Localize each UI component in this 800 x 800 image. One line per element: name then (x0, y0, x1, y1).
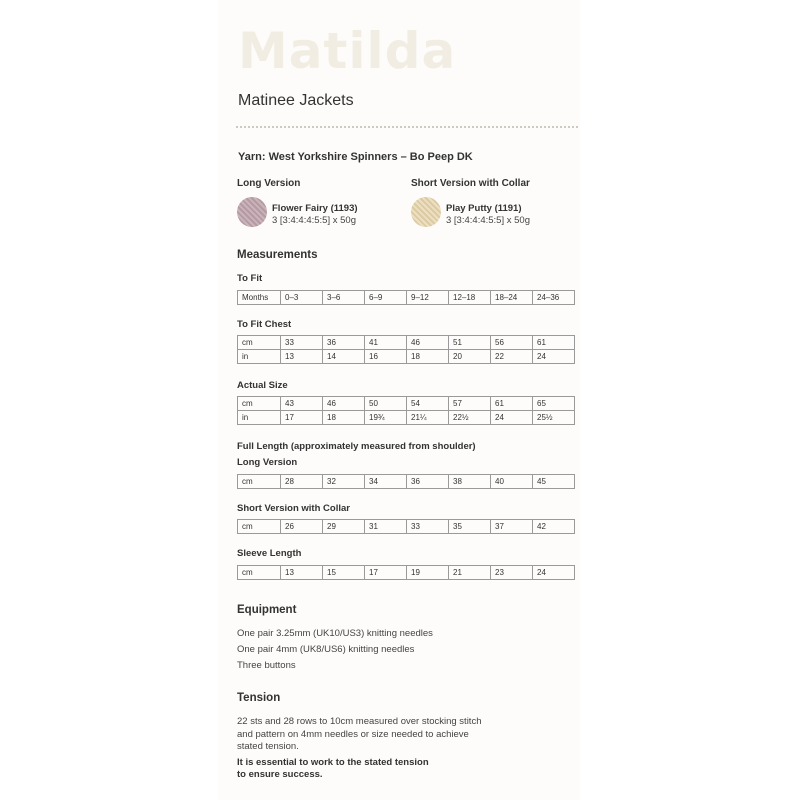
full-length-heading: Full Length (approximately measured from shoulder) (237, 441, 476, 452)
row-label: cm (238, 397, 281, 411)
table-cell: 37 (491, 520, 533, 534)
pattern-title: Matilda (238, 22, 457, 80)
table-cell: 13 (281, 350, 323, 364)
table-cell: 18–24 (491, 291, 533, 305)
list-item: Three buttons (237, 660, 296, 671)
pattern-subtitle: Matinee Jackets (238, 92, 354, 109)
table-cell: 41 (365, 336, 407, 350)
table-cell: 50 (365, 397, 407, 411)
table-cell: 22 (491, 350, 533, 364)
sleeve-length-table (237, 565, 575, 580)
tension-note: to ensure success. (237, 769, 323, 780)
table-row (238, 566, 575, 580)
table-cell: 22½ (449, 411, 491, 425)
yarn-qty-short: 3 [3:4:4:4:5:5] x 50g (446, 215, 530, 226)
row-label: in (238, 411, 281, 425)
tension-line: and pattern on 4mm needles or size needed to achieve (237, 728, 469, 740)
row-label: cm (238, 336, 281, 350)
list-item: One pair 3.25mm (UK10/US3) knitting needles (237, 628, 433, 639)
table-cell: 34 (365, 475, 407, 489)
table-cell: 15 (323, 566, 365, 580)
tension-heading: Tension (237, 692, 281, 704)
table-cell: 19 (407, 566, 449, 580)
table-cell: 25½ (533, 411, 575, 425)
table-cell: 45 (533, 475, 575, 489)
table-cell: 18 (407, 350, 449, 364)
table-cell: 21 (449, 566, 491, 580)
pattern-page (218, 0, 580, 800)
table-cell: 32 (323, 475, 365, 489)
to-fit-chest-table (237, 335, 575, 364)
table-cell: 14 (323, 350, 365, 364)
tension-line: stated tension. (237, 741, 299, 752)
table-cell: 13 (281, 566, 323, 580)
yarn-name-long: Flower Fairy (1193) (272, 203, 358, 214)
table-cell: 19¾ (365, 411, 407, 425)
short-version-heading: Short Version with Collar (237, 503, 350, 514)
equipment-list (237, 627, 433, 673)
tension-note: It is essential to work to the stated tension (237, 756, 429, 768)
table-cell: 28 (281, 475, 323, 489)
equipment-heading: Equipment (237, 604, 297, 616)
table-cell: 46 (407, 336, 449, 350)
table-cell: 57 (449, 397, 491, 411)
full-length-table (237, 474, 575, 489)
table-cell: 43 (281, 397, 323, 411)
table-cell: 42 (533, 520, 575, 534)
table-cell: 35 (449, 520, 491, 534)
table-cell: 18 (323, 411, 365, 425)
table-cell: 33 (407, 520, 449, 534)
table-cell: 9–12 (407, 291, 449, 305)
sleeve-length-heading: Sleeve Length (237, 548, 302, 559)
to-fit-table (237, 290, 575, 305)
row-label: Months (238, 291, 281, 305)
table-cell: 0–3 (281, 291, 323, 305)
actual-size-heading: Actual Size (237, 380, 288, 391)
to-fit-chest-heading: To Fit Chest (237, 319, 292, 330)
table-row (238, 520, 575, 534)
actual-size-table (237, 396, 575, 425)
table-cell: 36 (407, 475, 449, 489)
row-label: cm (238, 475, 281, 489)
tension-line: 22 sts and 28 rows to 10cm measured over stocking stitch (237, 716, 482, 727)
table-cell: 36 (323, 336, 365, 350)
list-item: One pair 4mm (UK8/US6) knitting needles (237, 644, 415, 655)
table-cell: 33 (281, 336, 323, 350)
table-row (238, 475, 575, 489)
table-cell: 51 (449, 336, 491, 350)
table-cell: 17 (281, 411, 323, 425)
measurements-heading: Measurements (237, 249, 318, 261)
table-cell: 24 (533, 350, 575, 364)
table-row (238, 336, 575, 350)
table-cell: 21¼ (407, 411, 449, 425)
table-cell: 56 (491, 336, 533, 350)
table-cell: 24 (533, 566, 575, 580)
play-putty-swatch (411, 197, 441, 227)
short-version-label: Short Version with Collar (411, 178, 530, 189)
table-cell: 61 (533, 336, 575, 350)
table-cell: 6–9 (365, 291, 407, 305)
tension-text (237, 716, 481, 782)
table-row (238, 397, 575, 411)
table-cell: 24 (491, 411, 533, 425)
table-cell: 29 (323, 520, 365, 534)
yarn-heading: Yarn: West Yorkshire Spinners – Bo Peep DK (238, 151, 473, 163)
table-cell: 31 (365, 520, 407, 534)
short-version-table (237, 519, 575, 534)
table-cell: 65 (533, 397, 575, 411)
table-cell: 46 (323, 397, 365, 411)
table-cell: 20 (449, 350, 491, 364)
yarn-name-short: Play Putty (1191) (446, 203, 522, 214)
table-cell: 61 (491, 397, 533, 411)
dotted-divider (236, 126, 578, 128)
table-cell: 23 (491, 566, 533, 580)
table-cell: 38 (449, 475, 491, 489)
table-row (238, 291, 575, 305)
yarn-qty-long: 3 [3:4:4:4:5:5] x 50g (272, 215, 356, 226)
table-cell: 17 (365, 566, 407, 580)
table-cell: 40 (491, 475, 533, 489)
table-cell: 54 (407, 397, 449, 411)
table-cell: 24–36 (533, 291, 575, 305)
to-fit-heading: To Fit (237, 273, 263, 284)
table-cell: 16 (365, 350, 407, 364)
table-cell: 12–18 (449, 291, 491, 305)
table-row (238, 411, 575, 425)
row-label: in (238, 350, 281, 364)
long-version-label: Long Version (237, 178, 301, 189)
table-cell: 3–6 (323, 291, 365, 305)
table-row (238, 350, 575, 364)
table-cell: 26 (281, 520, 323, 534)
flower-fairy-swatch (237, 197, 267, 227)
long-version-subheading: Long Version (237, 457, 298, 468)
row-label: cm (238, 520, 281, 534)
row-label: cm (238, 566, 281, 580)
